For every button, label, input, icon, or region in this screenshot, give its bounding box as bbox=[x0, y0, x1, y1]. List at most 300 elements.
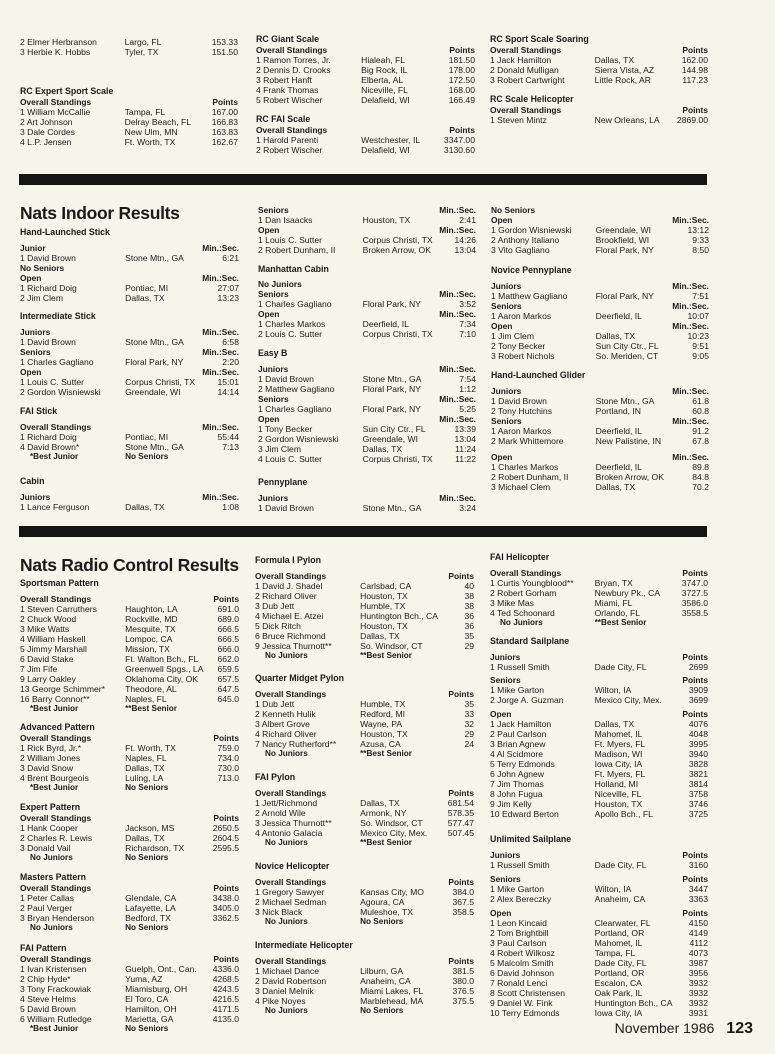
competitor-name: 4 Robert Wilkosz bbox=[490, 948, 555, 958]
unit-label: Points bbox=[682, 850, 708, 860]
result-row bbox=[490, 685, 708, 695]
result-row bbox=[491, 225, 709, 235]
competitor-location: Anaheim, CA bbox=[594, 894, 646, 904]
result-row bbox=[491, 311, 709, 321]
group-label: Juniors bbox=[491, 281, 522, 291]
competitor-name: 1 Lance Ferguson bbox=[20, 502, 90, 512]
competitor-name: 3 Vito Gagliano bbox=[491, 245, 550, 255]
rc-title: Nats Radio Control Results bbox=[20, 555, 239, 575]
competitor-location: Tampa, FL bbox=[594, 948, 636, 958]
group-label: Overall Standings bbox=[256, 125, 328, 135]
unit-label: Points bbox=[213, 733, 239, 743]
result-value: 380.0 bbox=[452, 976, 474, 986]
group-header bbox=[491, 281, 709, 291]
group-header bbox=[258, 225, 476, 235]
competitor-name: 6 David Stake bbox=[20, 654, 74, 664]
result-row bbox=[255, 887, 474, 897]
competitor-location: Floral Park, NY bbox=[595, 245, 654, 255]
group-label: Open bbox=[490, 908, 512, 918]
competitor-name: 2 Louis C. Sutter bbox=[258, 329, 323, 339]
result-row bbox=[256, 95, 475, 105]
result-row bbox=[258, 299, 476, 309]
competitor-location: Lafayette, LA bbox=[125, 903, 176, 913]
result-row bbox=[255, 729, 474, 739]
result-row bbox=[490, 588, 708, 598]
result-value: 166.83 bbox=[211, 117, 238, 127]
result-value: 3932 bbox=[688, 988, 708, 998]
unit-label: Min.:Sec. bbox=[439, 414, 476, 424]
result-row bbox=[491, 426, 709, 436]
competitor-name: 4 Frank Thomas bbox=[256, 85, 319, 95]
result-row bbox=[490, 115, 708, 125]
unit-label: Points bbox=[212, 97, 238, 107]
competitor-location: Miami, FL bbox=[594, 598, 633, 608]
result-row bbox=[490, 894, 708, 904]
group-label: Overall Standings bbox=[255, 571, 327, 581]
result-value: 11:24 bbox=[455, 444, 476, 454]
competitor-name: 2 Paul Carlson bbox=[490, 729, 547, 739]
result-value: 3940 bbox=[688, 749, 708, 759]
footnote: No Juniors bbox=[265, 749, 308, 758]
group-header bbox=[491, 386, 709, 396]
faih-title: FAI Helicopter bbox=[490, 552, 550, 562]
group-label: Open bbox=[20, 367, 42, 377]
result-row bbox=[20, 634, 239, 644]
competitor-location: Huntington Bch., CA bbox=[360, 611, 438, 621]
page-number: 123 bbox=[726, 1020, 753, 1037]
competitor-location: Floral Park, NY bbox=[362, 299, 421, 309]
competitor-location: Ft. Walton Bch., FL bbox=[125, 654, 199, 664]
competitor-name: 2 Kenneth Hulik bbox=[255, 709, 316, 719]
hls-title: Hand-Launched Stick bbox=[20, 227, 110, 237]
competitor-location: Houston, TX bbox=[362, 215, 411, 225]
result-value: 7:54 bbox=[459, 374, 476, 384]
competitor-location: Stone Mtn., GA bbox=[125, 253, 184, 263]
competitor-name: 4 William Haskell bbox=[20, 634, 86, 644]
competitor-location: Corpus Christi, TX bbox=[125, 377, 196, 387]
result-row bbox=[491, 331, 709, 341]
result-value: 38 bbox=[464, 591, 474, 601]
result-value: 2595.5 bbox=[212, 843, 239, 853]
competitor-location: Delafield, WI bbox=[361, 95, 410, 105]
result-value: 40 bbox=[464, 581, 474, 591]
result-value: 3746 bbox=[688, 799, 708, 809]
result-value: 167.00 bbox=[211, 107, 238, 117]
result-row bbox=[20, 964, 239, 974]
competitor-location: Wilton, IA bbox=[594, 884, 632, 894]
group-header bbox=[20, 954, 239, 964]
easyb-juniors bbox=[258, 364, 476, 394]
competitor-location: Deerfield, IL bbox=[595, 426, 642, 436]
footnote: *Best Junior bbox=[30, 1024, 79, 1033]
competitor-name: 2 Dennis D. Crooks bbox=[256, 65, 331, 75]
unit-label: Min.:Sec. bbox=[439, 309, 476, 319]
result-row bbox=[490, 809, 708, 819]
group-header bbox=[20, 733, 239, 743]
std-seniors bbox=[490, 675, 708, 705]
hls-junior bbox=[20, 243, 239, 263]
result-value: 3956 bbox=[688, 968, 708, 978]
competitor-name: 2 Gordon Wisniewski bbox=[20, 387, 101, 397]
competitor-location: Sierra Vista, AZ bbox=[594, 65, 655, 75]
result-value: 730.0 bbox=[217, 763, 239, 773]
result-row bbox=[255, 798, 474, 808]
result-row bbox=[20, 823, 239, 833]
result-row bbox=[490, 799, 708, 809]
result-value: 759.0 bbox=[217, 743, 239, 753]
result-row bbox=[258, 424, 476, 434]
competitor-location: Dallas, TX bbox=[125, 763, 165, 773]
result-row bbox=[258, 503, 476, 513]
unl-open bbox=[490, 908, 708, 1018]
sportsman-title: Sportsman Pattern bbox=[20, 578, 99, 588]
competitor-location: Pontiac, MI bbox=[125, 432, 169, 442]
result-row bbox=[255, 591, 474, 601]
competitor-name: 1 Aaron Markos bbox=[491, 311, 552, 321]
result-value: 3747.0 bbox=[681, 578, 708, 588]
competitor-location: Mexico City, Mex. bbox=[594, 695, 662, 705]
result-row bbox=[490, 918, 708, 928]
result-value: 15:01 bbox=[217, 377, 239, 387]
result-row bbox=[20, 773, 239, 783]
footnote-row bbox=[20, 704, 239, 714]
footnote: No Seniors bbox=[125, 452, 169, 461]
result-row bbox=[491, 341, 709, 351]
competitor-location: Portland, IN bbox=[595, 406, 642, 416]
result-value: 384.0 bbox=[452, 887, 474, 897]
advanced-title: Advanced Pattern bbox=[20, 722, 95, 732]
unit-label: Points bbox=[448, 689, 474, 699]
competitor-name: 9 Jim Kelly bbox=[490, 799, 532, 809]
result-row bbox=[20, 893, 239, 903]
result-row bbox=[20, 684, 239, 694]
group-label: Seniors bbox=[490, 874, 521, 884]
result-value: 3987 bbox=[688, 958, 708, 968]
result-value: 14:26 bbox=[454, 235, 476, 245]
competitor-name: 1 Jett/Richmond bbox=[255, 798, 318, 808]
footnote: No Seniors bbox=[360, 917, 404, 926]
competitor-location: Floral Park, NY bbox=[362, 384, 421, 394]
result-row bbox=[255, 818, 474, 828]
competitor-name: 2 Chip Hyde* bbox=[20, 974, 71, 984]
group-header bbox=[255, 788, 474, 798]
hlg-title: Hand-Launched Glider bbox=[491, 370, 586, 380]
group-label: Overall Standings bbox=[490, 45, 562, 55]
result-value: 163.83 bbox=[211, 127, 238, 137]
competitor-name: 2 Gordon Wisniewski bbox=[258, 434, 339, 444]
unit-label: Points bbox=[682, 568, 708, 578]
result-value: 117.23 bbox=[682, 75, 708, 85]
competitor-name: 1 Steven Mintz bbox=[490, 115, 547, 125]
group-header bbox=[490, 45, 708, 55]
group-label: Overall Standings bbox=[490, 568, 562, 578]
footnote: *Best Junior bbox=[30, 452, 79, 461]
result-value: 9:33 bbox=[692, 235, 709, 245]
result-row bbox=[20, 47, 238, 57]
group-label: Overall Standings bbox=[20, 733, 92, 743]
result-value: 3:52 bbox=[459, 299, 476, 309]
result-value: 166.49 bbox=[448, 95, 475, 105]
competitor-name: 4 Brent Bourgeois bbox=[20, 773, 89, 783]
competitor-location: Stone Mtn., GA bbox=[362, 374, 422, 384]
competitor-name: 3 Bryan Henderson bbox=[20, 913, 95, 923]
group-header bbox=[20, 327, 239, 337]
result-value: 36 bbox=[464, 621, 474, 631]
group-label: Juniors bbox=[490, 850, 521, 860]
group-label: Overall Standings bbox=[20, 813, 92, 823]
std-open bbox=[490, 709, 708, 819]
competitor-name: 1 David Brown bbox=[258, 503, 314, 513]
result-value: 662.0 bbox=[217, 654, 239, 664]
result-row bbox=[258, 319, 476, 329]
result-row bbox=[490, 884, 708, 894]
competitor-name: 1 Dan Isaacks bbox=[258, 215, 313, 225]
competitor-location: Escalon, CA bbox=[594, 978, 642, 988]
unit-label: Min.:Sec. bbox=[439, 364, 476, 374]
result-value: 7:10 bbox=[459, 329, 476, 339]
competitor-location: Tampa, FL bbox=[124, 107, 166, 117]
footnote: **Best Senior bbox=[360, 651, 412, 660]
result-row bbox=[255, 966, 474, 976]
competitor-location: Floral Park, NY bbox=[125, 357, 184, 367]
fai-pattern-block bbox=[20, 954, 239, 1034]
competitor-name: 4 Pike Noyes bbox=[255, 996, 306, 1006]
competitor-location: Azusa, CA bbox=[360, 739, 401, 749]
result-value: 70.2 bbox=[692, 482, 709, 492]
footnote-row bbox=[255, 917, 474, 927]
result-row bbox=[255, 897, 474, 907]
competitor-name: 5 Robert Wischer bbox=[256, 95, 323, 105]
unit-label: Min.:Sec. bbox=[202, 367, 239, 377]
competitor-location: Luling, LA bbox=[125, 773, 164, 783]
result-row bbox=[20, 694, 239, 704]
group-header bbox=[20, 422, 239, 432]
result-row bbox=[491, 482, 709, 492]
result-value: 2604.5 bbox=[212, 833, 239, 843]
group-label: Seniors bbox=[490, 675, 521, 685]
competitor-name: 4 Steve Helms bbox=[20, 994, 76, 1004]
competitor-name: 1 Gregory Sawyer bbox=[255, 887, 325, 897]
footnote: No Juniors bbox=[30, 923, 73, 932]
group-label: Open bbox=[258, 309, 280, 319]
result-value: 645.0 bbox=[217, 694, 239, 704]
result-row bbox=[490, 729, 708, 739]
result-row bbox=[490, 759, 708, 769]
result-row bbox=[20, 743, 239, 753]
competitor-name: 10 Terry Edmonds bbox=[490, 1008, 560, 1018]
result-value: 13:04 bbox=[454, 245, 476, 255]
competitor-name: 2 Tom Brightbill bbox=[490, 928, 549, 938]
competitor-location: Hamilton, OH bbox=[125, 1004, 177, 1014]
footnote-row bbox=[255, 838, 474, 848]
competitor-location: New Palistine, IN bbox=[595, 436, 662, 446]
result-row bbox=[256, 85, 475, 95]
novh-block bbox=[255, 877, 474, 927]
result-value: 5:25 bbox=[459, 404, 476, 414]
competitor-name: 6 William Rutledge bbox=[20, 1014, 92, 1024]
competitor-name: 1 David J. Shadel bbox=[255, 581, 323, 591]
group-header bbox=[491, 452, 709, 462]
result-value: 8:50 bbox=[692, 245, 709, 255]
competitor-location: So. Meriden, CT bbox=[595, 351, 659, 361]
result-value: 3821 bbox=[688, 769, 708, 779]
competitor-location: Dallas, TX bbox=[595, 482, 636, 492]
competitor-location: Deerfield, IL bbox=[595, 311, 642, 321]
result-row bbox=[256, 75, 475, 85]
fai-stick-block bbox=[20, 422, 239, 462]
result-row bbox=[255, 641, 474, 651]
result-row bbox=[20, 283, 239, 293]
group-header bbox=[490, 568, 708, 578]
footnote: No Juniors bbox=[500, 618, 543, 627]
result-value: 162.67 bbox=[211, 137, 238, 147]
result-value: 13:04 bbox=[454, 434, 476, 444]
competitor-location: Wayne, PA bbox=[360, 719, 403, 729]
rc-heli-title: RC Scale Helicopter bbox=[490, 94, 574, 104]
group-label: Open bbox=[491, 215, 513, 225]
result-row bbox=[255, 709, 474, 719]
result-row bbox=[255, 976, 474, 986]
competitor-name: 3 Herbie K. Hobbs bbox=[20, 47, 91, 57]
group-header bbox=[255, 689, 474, 699]
competitor-name: 1 Tony Becker bbox=[258, 424, 313, 434]
competitor-location: Huntington Bch., CA bbox=[594, 998, 673, 1008]
group-label: Seniors bbox=[258, 289, 289, 299]
result-value: 10:07 bbox=[687, 311, 709, 321]
unl-seniors bbox=[490, 874, 708, 904]
group-header bbox=[490, 105, 708, 115]
competitor-location: Pontiac, MI bbox=[125, 283, 169, 293]
competitor-location: Carlsbad, CA bbox=[360, 581, 412, 591]
unit-label: Points bbox=[682, 908, 708, 918]
competitor-location: Yuma, AZ bbox=[125, 974, 163, 984]
result-row bbox=[490, 739, 708, 749]
group-header bbox=[20, 492, 239, 502]
manhattan-title: Manhattan Cabin bbox=[258, 264, 329, 274]
result-value: 10:23 bbox=[687, 331, 709, 341]
rc-col-1 bbox=[20, 555, 239, 1034]
result-row bbox=[490, 968, 708, 978]
group-header bbox=[255, 571, 474, 581]
footnote-row bbox=[20, 452, 239, 462]
footnote: **Best Senior bbox=[360, 838, 412, 847]
rc-expert-title: RC Expert Sport Scale bbox=[20, 86, 114, 96]
hls-no-seniors: No Seniors bbox=[20, 263, 65, 273]
result-value: 7:34 bbox=[459, 319, 476, 329]
result-value: 657.5 bbox=[217, 674, 239, 684]
inth-block bbox=[255, 956, 474, 1016]
masters-block bbox=[20, 883, 239, 933]
rc-col-2 bbox=[255, 555, 474, 1016]
result-value: 144.98 bbox=[681, 65, 708, 75]
competitor-name: 2 Michael Sedman bbox=[255, 897, 327, 907]
result-row bbox=[255, 621, 474, 631]
result-value: 2:41 bbox=[459, 215, 476, 225]
result-value: 3586.0 bbox=[681, 598, 708, 608]
expert-block bbox=[20, 813, 239, 863]
unit-label: Min.:Sec. bbox=[672, 416, 709, 426]
result-value: 3130.60 bbox=[443, 145, 475, 155]
result-row bbox=[256, 145, 475, 155]
result-value: 1:08 bbox=[222, 502, 239, 512]
result-row bbox=[490, 860, 708, 870]
competitor-name: 3 Dub Jett bbox=[255, 601, 295, 611]
result-value: 36 bbox=[464, 611, 474, 621]
group-label: Juniors bbox=[258, 364, 289, 374]
group-label: Junior bbox=[20, 243, 46, 253]
competitor-name: 2 Jorge A. Guzman bbox=[490, 695, 564, 705]
result-value: 32 bbox=[464, 719, 474, 729]
group-header bbox=[490, 850, 708, 860]
competitor-name: 1 Louis C. Sutter bbox=[20, 377, 85, 387]
result-row bbox=[490, 719, 708, 729]
competitor-location: Westchester, IL bbox=[361, 135, 421, 145]
rc-soaring-title: RC Sport Scale Soaring bbox=[490, 34, 589, 44]
novice-title: Novice Pennyplane bbox=[491, 265, 572, 275]
competitor-location: Floral Park, NY bbox=[362, 404, 421, 414]
competitor-location: Dade City, FL bbox=[594, 958, 647, 968]
group-header bbox=[258, 364, 476, 374]
competitor-name: 2 Mark Whittemore bbox=[491, 436, 564, 446]
competitor-name: 7 Jim Thomas bbox=[490, 779, 544, 789]
group-header bbox=[20, 273, 239, 283]
result-row bbox=[491, 291, 709, 301]
competitor-location: Humble, TX bbox=[360, 699, 406, 709]
hls-open bbox=[20, 273, 239, 303]
unit-label: Min.:Sec. bbox=[672, 281, 709, 291]
result-row bbox=[256, 55, 475, 65]
result-value: 375.5 bbox=[452, 996, 474, 1006]
result-value: 2699 bbox=[688, 662, 708, 672]
group-label: Overall Standings bbox=[20, 422, 92, 432]
rc-giant-block bbox=[256, 45, 475, 105]
result-row bbox=[20, 442, 239, 452]
competitor-location: Delafield, WI bbox=[361, 145, 410, 155]
group-label: Open bbox=[258, 225, 280, 235]
result-row bbox=[20, 137, 238, 147]
manhattan-seniors bbox=[258, 289, 476, 309]
competitor-location: Lilburn, GA bbox=[360, 966, 404, 976]
competitor-name: 1 Jack Hamilton bbox=[490, 55, 552, 65]
group-label: Open bbox=[490, 709, 512, 719]
result-value: 3727.5 bbox=[681, 588, 708, 598]
group-label: Juniors bbox=[20, 492, 51, 502]
result-value: 7:51 bbox=[692, 291, 709, 301]
competitor-name: 2 Elmer Herbranson bbox=[20, 37, 97, 47]
result-row bbox=[20, 293, 239, 303]
competitor-name: 2 Donald Mulligan bbox=[490, 65, 559, 75]
competitor-location: Miamisburg, OH bbox=[125, 984, 188, 994]
result-row bbox=[20, 502, 239, 512]
result-row bbox=[490, 779, 708, 789]
unit-label: Points bbox=[682, 675, 708, 685]
competitor-name: 7 Nancy Rutherford** bbox=[255, 739, 337, 749]
result-row bbox=[20, 337, 239, 347]
result-value: 4171.5 bbox=[212, 1004, 239, 1014]
competitor-location: Ft. Worth, TX bbox=[124, 137, 176, 147]
result-row bbox=[491, 235, 709, 245]
result-row bbox=[20, 903, 239, 913]
result-value: 7:13 bbox=[222, 442, 239, 452]
group-label: Open bbox=[258, 414, 280, 424]
result-value: 3995 bbox=[688, 739, 708, 749]
competitor-location: Greenwell Spgs., LA bbox=[125, 664, 204, 674]
competitor-location: Mission, TX bbox=[125, 644, 170, 654]
group-label: Seniors bbox=[491, 416, 522, 426]
result-row bbox=[20, 843, 239, 853]
unit-label: Points bbox=[449, 125, 475, 135]
competitor-location: Dallas, TX bbox=[125, 293, 165, 303]
